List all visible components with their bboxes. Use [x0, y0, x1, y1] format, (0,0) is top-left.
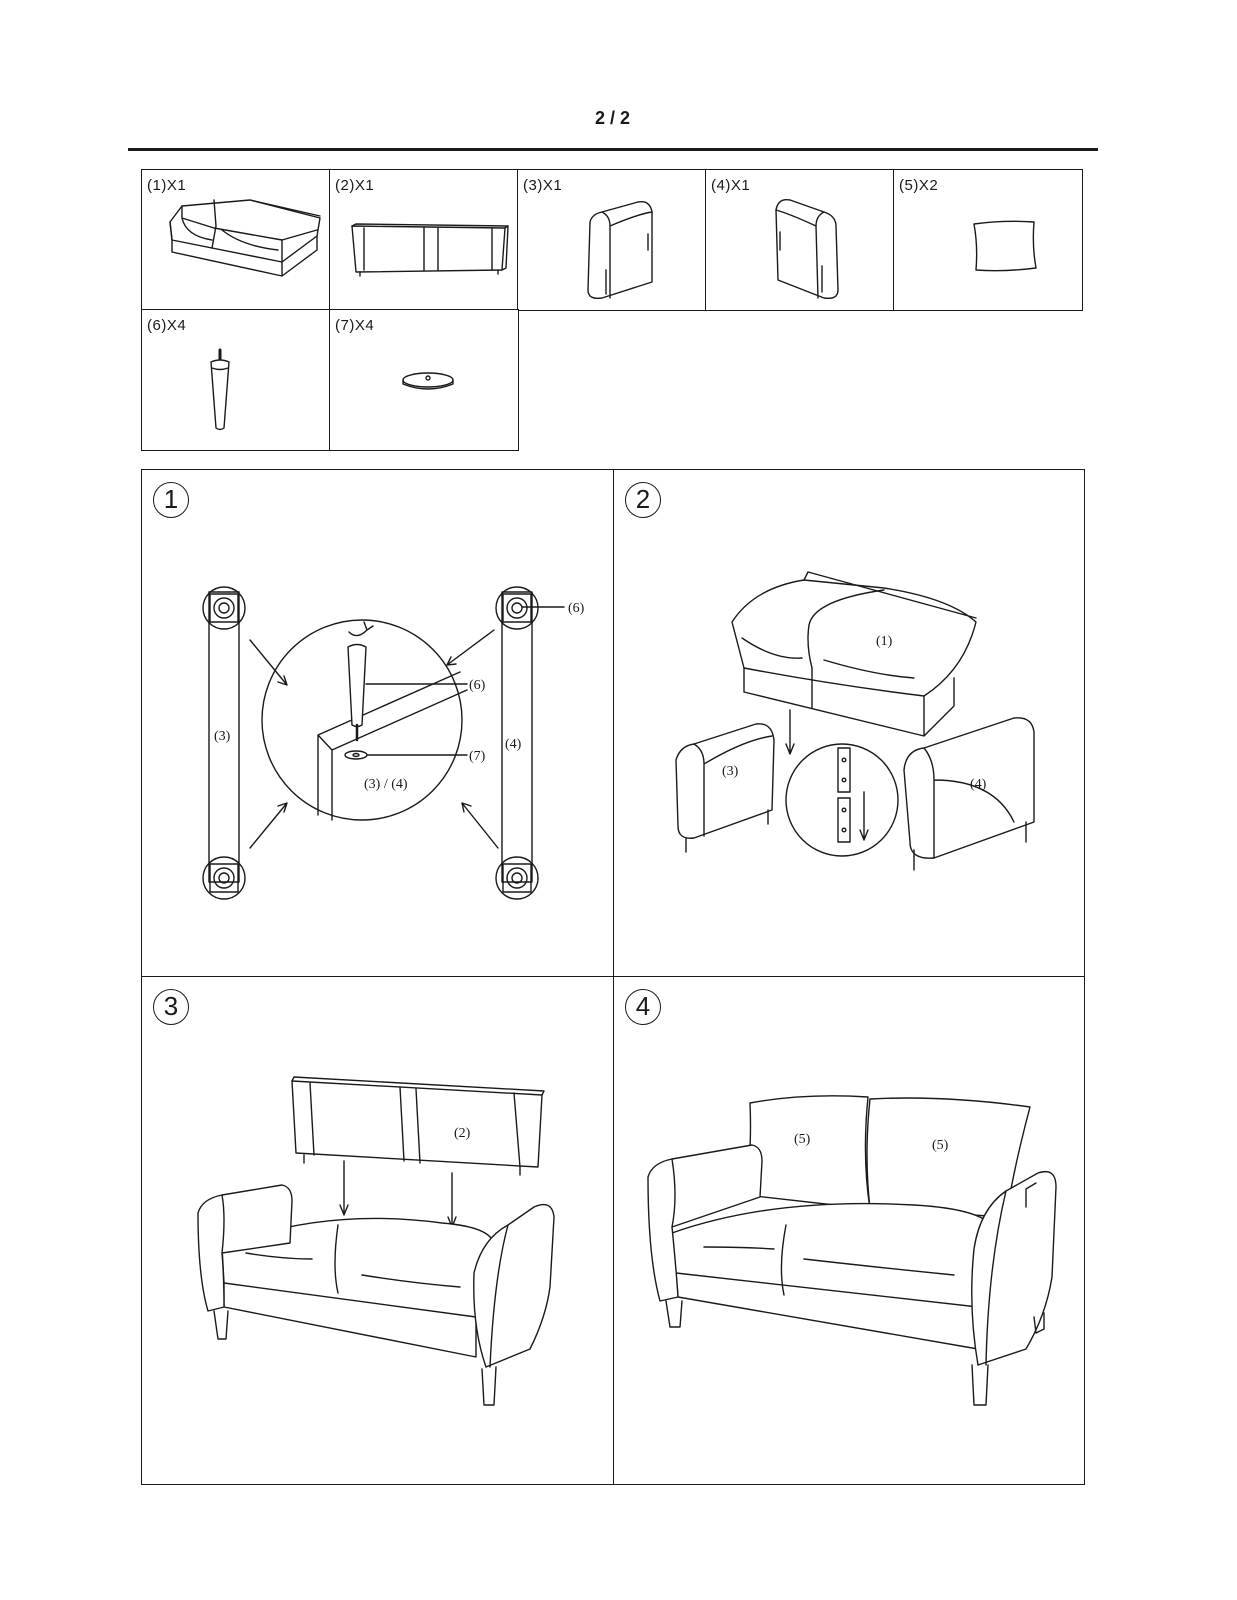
callout-armrest-right: (4) [970, 777, 987, 792]
step-4-panel [614, 977, 1084, 1484]
part-cell-leg [141, 309, 331, 451]
callout-cushion-right: (5) [932, 1138, 949, 1153]
callout-seat: (1) [876, 634, 893, 649]
part-cell-right-armrest [705, 169, 895, 311]
step-2-diagram [614, 470, 1084, 977]
seat-base-icon [142, 170, 332, 312]
step-1-panel [142, 470, 614, 977]
callout-cushion-left: (5) [794, 1132, 811, 1147]
callout-armrest-left: (3) [722, 764, 739, 779]
right-armrest-icon [706, 170, 896, 312]
assembly-steps [141, 469, 1085, 1485]
callout-armrest-right: (4) [505, 737, 522, 752]
callout-armrest-left: (3) [214, 729, 231, 744]
part-label: (5)X2 [899, 177, 939, 194]
step-number-badge: 1 [153, 482, 189, 518]
part-label: (6)X4 [147, 317, 187, 334]
step-1-diagram [142, 470, 614, 977]
part-label: (3)X1 [523, 177, 563, 194]
step-number-badge: 3 [153, 989, 189, 1025]
part-cell-seat-base [141, 169, 331, 311]
callout-backrest: (2) [454, 1126, 471, 1141]
page-number: 2 / 2 [594, 108, 631, 128]
left-armrest-icon [518, 170, 708, 312]
callout-leg-top: (6) [568, 601, 585, 616]
part-label: (7)X4 [335, 317, 375, 334]
part-cell-leg-plate [329, 309, 519, 451]
callout-armrest-pair: (3) / (4) [364, 777, 408, 792]
header-rule [128, 148, 1098, 151]
part-cell-cushion [893, 169, 1083, 311]
step-4-diagram [614, 977, 1084, 1484]
step-number-badge: 2 [625, 482, 661, 518]
step-2-panel [614, 470, 1084, 977]
leg-icon [142, 310, 332, 452]
leg-plate-icon [330, 310, 520, 452]
part-label: (4)X1 [711, 177, 751, 194]
part-cell-backrest-frame [329, 169, 519, 311]
step-3-diagram [142, 977, 614, 1484]
backrest-frame-icon [330, 170, 520, 312]
callout-leg-detail: (6) [469, 678, 486, 693]
callout-plate-detail: (7) [469, 749, 486, 764]
step-3-panel [142, 977, 614, 1484]
step-number-badge: 4 [625, 989, 661, 1025]
part-cell-left-armrest [517, 169, 707, 311]
part-label: (2)X1 [335, 177, 375, 194]
part-label: (1)X1 [147, 177, 187, 194]
cushion-icon [894, 170, 1084, 312]
